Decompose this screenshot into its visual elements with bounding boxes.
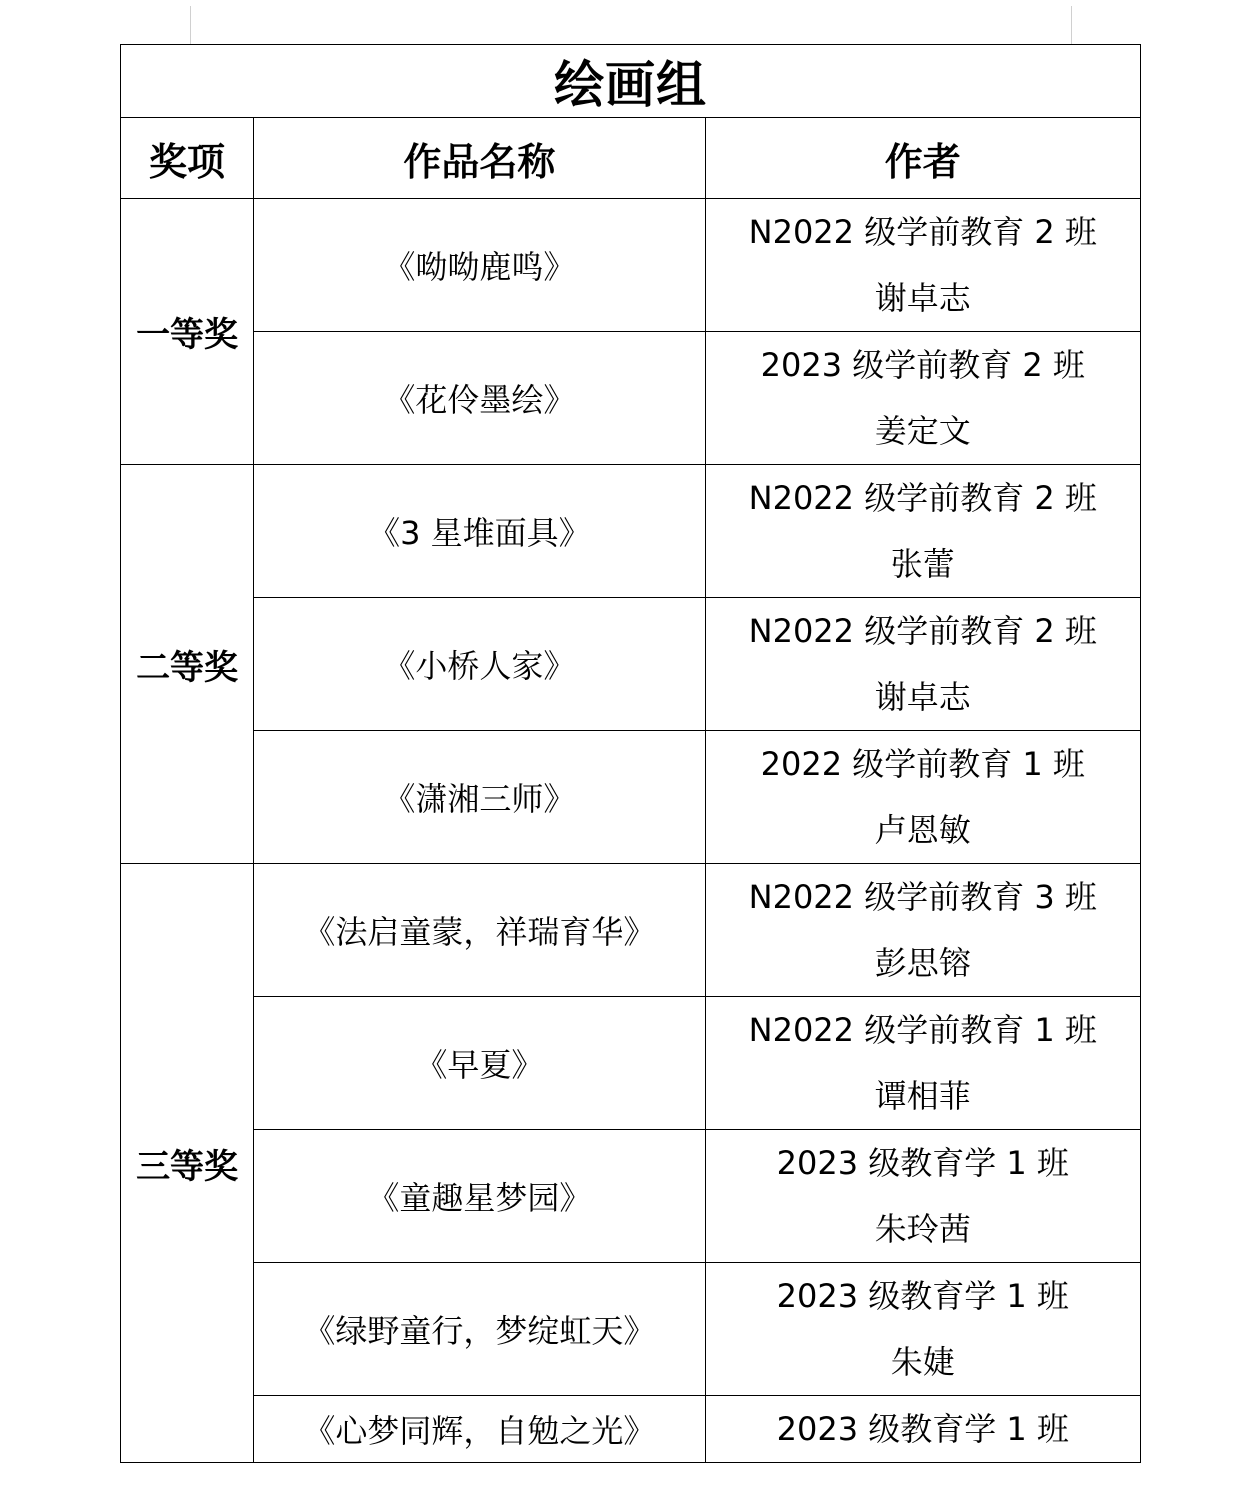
author-name: 谢卓志 — [874, 279, 971, 317]
work-title: 《呦呦鹿鸣》 — [254, 199, 705, 332]
table-row — [121, 1130, 1141, 1263]
author-name: 姜定文 — [874, 412, 971, 450]
table-row — [121, 199, 1141, 332]
author-name: 张蕾 — [890, 545, 955, 583]
author-cell — [705, 997, 1140, 1130]
author-name: 谢卓志 — [874, 678, 971, 716]
author-class: 2023 级学前教育 2 班 — [760, 346, 1085, 384]
author-class: N2022 级学前教育 2 班 — [748, 612, 1097, 650]
author-class: 2023 级教育学 1 班 — [776, 1277, 1069, 1315]
author-cell — [705, 1263, 1140, 1396]
table-row — [121, 598, 1141, 731]
author-cell — [705, 1396, 1140, 1463]
author-class: N2022 级学前教育 1 班 — [748, 1011, 1097, 1049]
work-title: 《法启童蒙，祥瑞育华》 — [254, 864, 705, 997]
work-title: 《早夏》 — [254, 997, 705, 1130]
table-header-row — [121, 118, 1141, 199]
work-title: 《小桥人家》 — [254, 598, 705, 731]
author-cell — [705, 1130, 1140, 1263]
page-margin-mark-left — [190, 6, 191, 44]
author-class: N2022 级学前教育 2 班 — [748, 479, 1097, 517]
page-margin-mark-right — [1071, 6, 1072, 44]
author-cell — [705, 332, 1140, 465]
author-class: 2022 级学前教育 1 班 — [760, 745, 1085, 783]
table-title-row — [121, 45, 1141, 118]
work-title: 《花伶墨绘》 — [254, 332, 705, 465]
table-row — [121, 997, 1141, 1130]
author-name: 朱玲茜 — [874, 1210, 971, 1248]
work-title: 《3 星堆面具》 — [254, 465, 705, 598]
table-row — [121, 465, 1141, 598]
author-class: 2023 级教育学 1 班 — [776, 1144, 1069, 1182]
work-title: 《潇湘三师》 — [254, 731, 705, 864]
header-author: 作者 — [705, 118, 1140, 199]
table-row — [121, 731, 1141, 864]
header-award: 奖项 — [121, 118, 254, 199]
author-name: 卢恩敏 — [874, 811, 971, 849]
table-row — [121, 1263, 1141, 1396]
table-row — [121, 864, 1141, 997]
table-row — [121, 332, 1141, 465]
author-cell — [705, 199, 1140, 332]
award-level-third: 三等奖 — [121, 864, 254, 1463]
author-class: N2022 级学前教育 3 班 — [748, 878, 1097, 916]
award-table — [120, 44, 1141, 1463]
work-title: 《心梦同辉，自勉之光》 — [254, 1396, 705, 1463]
author-cell — [705, 731, 1140, 864]
author-name: 谭相菲 — [874, 1077, 971, 1115]
author-class: 2023 级教育学 1 班 — [776, 1410, 1069, 1448]
author-cell — [705, 864, 1140, 997]
award-level-second: 二等奖 — [121, 465, 254, 864]
author-name: 彭思镕 — [874, 944, 971, 982]
table-row — [121, 1396, 1141, 1463]
author-class: N2022 级学前教育 2 班 — [748, 213, 1097, 251]
author-name: 朱婕 — [890, 1343, 955, 1381]
work-title: 《绿野童行，梦绽虹天》 — [254, 1263, 705, 1396]
header-work: 作品名称 — [254, 118, 705, 199]
award-level-first: 一等奖 — [121, 199, 254, 465]
work-title: 《童趣星梦园》 — [254, 1130, 705, 1263]
author-cell — [705, 465, 1140, 598]
author-cell — [705, 598, 1140, 731]
table-title: 绘画组 — [121, 45, 1141, 118]
